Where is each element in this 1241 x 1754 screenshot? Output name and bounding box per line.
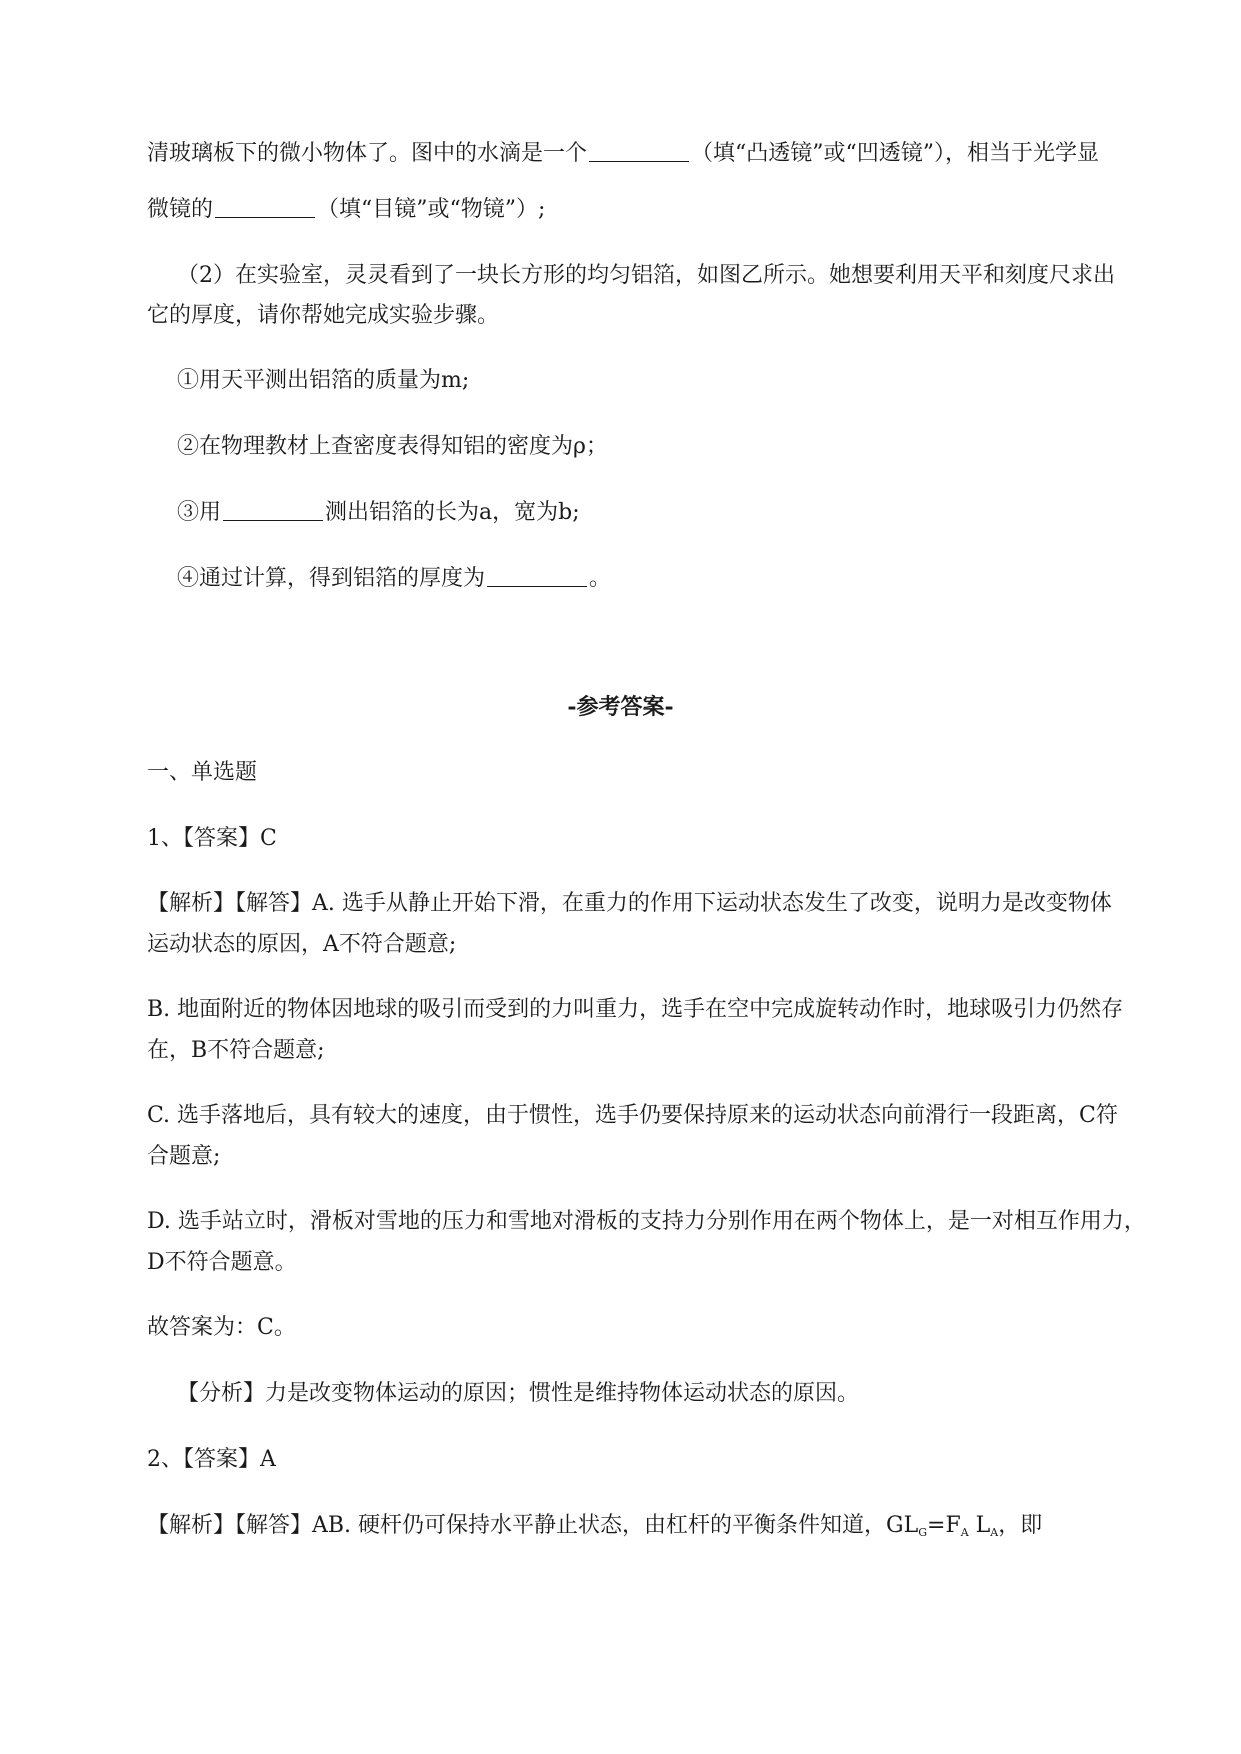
answers-title: -参考答案- — [567, 694, 674, 720]
text-span: 。 — [589, 566, 612, 591]
step-2: ②在物理教材上查密度表得知铝的密度为ρ； — [177, 434, 608, 459]
text-span: ③用 — [177, 500, 222, 525]
q1-conclusion: 故答案为：C。 — [147, 1315, 296, 1340]
q1-note: 【分析】力是改变物体运动的原因；惯性是维持物体运动状态的原因。 — [177, 1381, 860, 1406]
q1-option-c-line-1: C. 选手落地后，具有较大的速度，由于惯性，选手仍要保持原来的运动状态向前滑行一段距离，C符 — [147, 1103, 1118, 1128]
section-heading: 一、单选题 — [147, 760, 258, 785]
text-span: 测出铝箔的长为a，宽为b; — [325, 500, 580, 525]
subscript: A — [990, 1526, 999, 1539]
answer-blank — [215, 195, 315, 218]
answer-blank — [223, 498, 323, 521]
step-3 — [177, 497, 1187, 529]
text-span: L — [968, 1513, 991, 1538]
text-span: （填“目镜”或“物镜”）; — [317, 197, 546, 222]
q1-option-d-line-1: D. 选手站立时，滑板对雪地的压力和雪地对滑板的支持力分别作用在两个物体上，是一对相互作用力， — [147, 1209, 1146, 1234]
q1-answer: 1、【答案】C — [147, 826, 277, 851]
q1-option-c-line-2: 合题意; — [147, 1144, 221, 1169]
text-span: =F — [927, 1513, 961, 1538]
question-line-2 — [147, 194, 1157, 226]
text-span: （填“凸透镜”或“凹透镜”），相当于光学显 — [691, 141, 1100, 166]
q1-option-b-line-2: 在，B不符合题意; — [147, 1038, 325, 1063]
text-span: 【解析】【解答】AB. 硬杆仍可保持水平静止状态，由杠杆的平衡条件知道，GL — [147, 1513, 919, 1538]
subscript: G — [918, 1526, 928, 1539]
q1-analysis-line-2: 运动状态的原因，A不符合题意; — [147, 932, 457, 957]
subscript: A — [960, 1526, 969, 1539]
answer-blank — [589, 139, 689, 162]
step-1: ①用天平测出铝箔的质量为m; — [177, 368, 470, 393]
text-span: ，即 — [998, 1513, 1043, 1538]
text-span: ④通过计算，得到铝箔的厚度为 — [177, 566, 486, 591]
part2-line-2: 它的厚度，请你帮她完成实验步骤。 — [147, 303, 500, 328]
q1-option-d-line-2: D不符合题意。 — [147, 1250, 297, 1275]
q2-analysis — [147, 1510, 1157, 1549]
question-line-1 — [147, 138, 1157, 170]
answer-blank — [487, 564, 587, 587]
text-span: 微镜的 — [147, 197, 214, 222]
q1-option-b-line-1: B. 地面附近的物体因地球的吸引而受到的力叫重力，选手在空中完成旋转动作时，地球吸引力仍然存 — [147, 997, 1124, 1022]
text-span: 清玻璃板下的微小物体了。图中的水滴是一个 — [147, 141, 588, 166]
step-4 — [177, 563, 1187, 595]
q2-answer: 2、【答案】A — [147, 1447, 276, 1472]
q1-analysis-line-1: 【解析】【解答】A. 选手从静止开始下滑，在重力的作用下运动状态发生了改变，说明力是改变物体 — [147, 891, 1112, 916]
part2-line-1: （2）在实验室，灵灵看到了一块长方形的均匀铝箔，如图乙所示。她想要利用天平和刻度尺求出 — [177, 263, 1116, 288]
